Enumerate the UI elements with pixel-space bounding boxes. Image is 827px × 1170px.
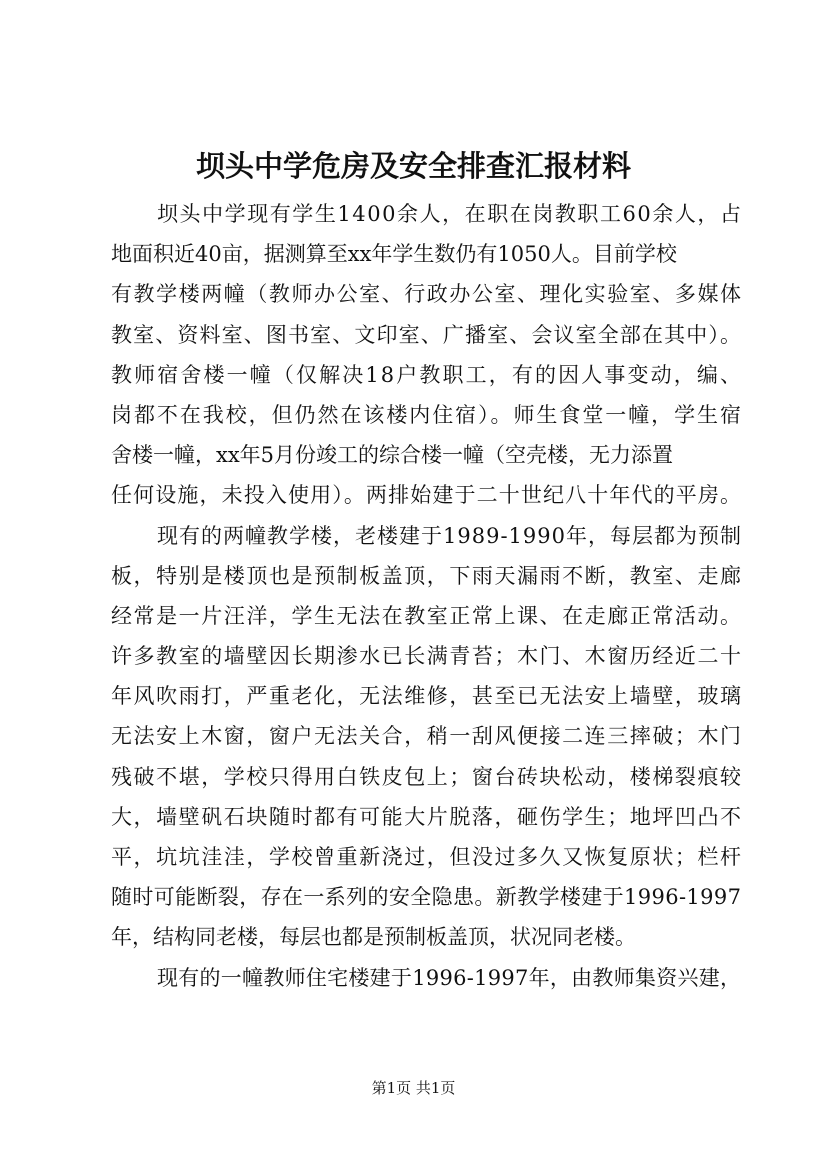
body-line: 岗都不在我校，但仍然在该楼内住宿）。师生食堂一幢，学生宿 (111, 402, 743, 427)
body-line: 年风吹雨打，严重老化，无法维修，甚至已无法安上墙壁，玻璃 (111, 684, 743, 709)
body-line: 随时可能断裂，存在一系列的安全隐患。新教学楼建于1996-1997 (111, 885, 742, 910)
body-line: 年，结构同老楼，每层也都是预制板盖顶，状况同老楼。 (111, 925, 636, 950)
body-line: 无法安上木窗，窗户无法关合，稍一刮风便接二连三摔破；木门 (111, 724, 743, 749)
body-line: 舍楼一幢，xx年5月份竣工的综合楼一幢（空壳楼，无力添置 (111, 443, 674, 468)
body-line: 许多教室的墙壁因长期渗水已长满青苔；木门、木窗历经近二十 (111, 644, 743, 669)
body-line: 任何设施，未投入使用）。两排始建于二十世纪八十年代的平房。 (111, 483, 743, 508)
body-line: 经常是一片汪洋，学生无法在教室正常上课、在走廊正常活动。 (111, 603, 743, 628)
body-line: 地面积近40亩，据测算至xx年学生数仍有1050人。目前学校 (111, 242, 677, 267)
body-line: 教室、资料室、图书室、文印室、广播室、会议室全部在其中）。 (111, 322, 743, 347)
body-line: 平，坑坑洼洼，学校曾重新浇过，但没过多久又恢复原状；栏杆 (111, 845, 743, 869)
body-line: 板，特别是楼顶也是预制板盖顶，下雨天漏雨不断，教室、走廊 (111, 563, 743, 588)
page-footer: 第1页 共1页 (371, 1079, 456, 1097)
body-line: 现有的两幢教学楼，老楼建于1989-1990年，每层都为预制 (157, 523, 743, 548)
body-line: 坝头中学现有学生1400余人，在职在岗教职工60余人，占 (157, 202, 743, 226)
body-line: 现有的一幢教师住宅楼建于1996-1997年，由教师集资兴建， (157, 965, 742, 990)
document-title: 坝头中学危房及安全排查汇报材料 (195, 149, 631, 183)
body-line: 教师宿舍楼一幢（仅解决18户教职工，有的因人事变动，编、 (111, 362, 744, 387)
body-line: 有教学楼两幢（教师办公室、行政办公室、理化实验室、多媒体 (111, 282, 743, 307)
body-line: 大，墙壁矾石块随时都有可能大片脱落，砸伤学生；地坪凹凸不 (111, 804, 743, 829)
body-line: 残破不堪，学校只得用白铁皮包上；窗台砖块松动，楼梯裂痕较 (111, 764, 743, 789)
document-body (111, 194, 744, 998)
